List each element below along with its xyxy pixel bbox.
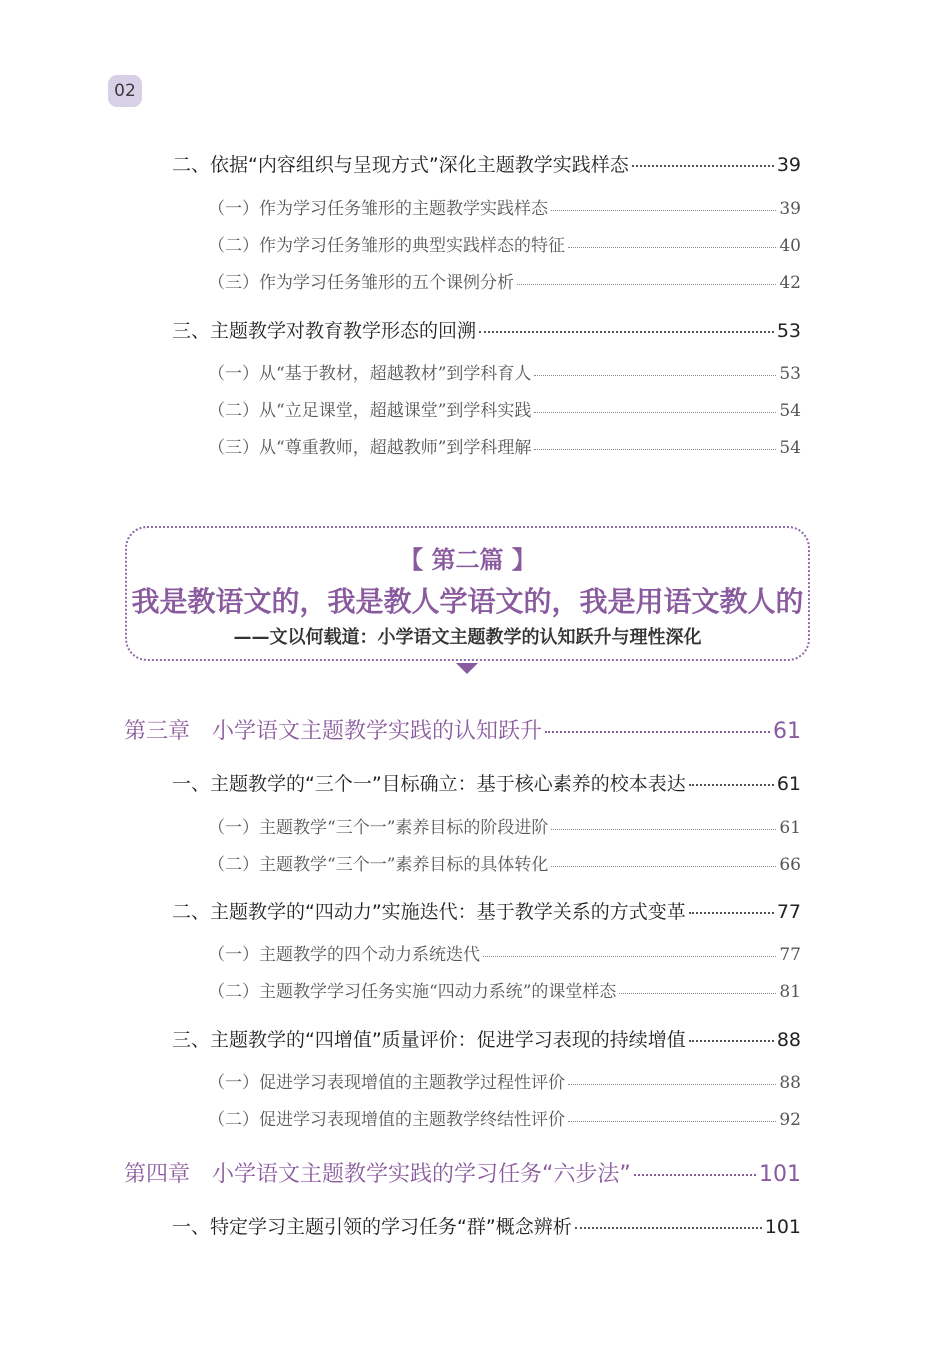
toc-entry-page: 54	[779, 401, 801, 421]
toc-entry-page: 42	[779, 273, 801, 293]
toc-entry-page: 77	[776, 901, 801, 923]
leader-dots	[632, 165, 774, 167]
toc-entry[interactable]	[208, 231, 801, 256]
chapter-entry[interactable]	[124, 1157, 801, 1188]
toc-entry-label: （三）作为学习任务雏形的五个课例分析	[208, 273, 514, 293]
toc-entry-page: 66	[779, 855, 801, 875]
toc-entry-label: （三）从“尊重教师，超越教师”到学科理解	[208, 438, 532, 458]
toc-entry[interactable]	[172, 769, 801, 796]
leader-dots	[534, 449, 776, 450]
leader-dots	[575, 1227, 762, 1229]
chapter-entry[interactable]	[124, 714, 801, 745]
toc-entry[interactable]	[208, 850, 801, 875]
leader-dots	[568, 247, 776, 248]
toc-entry-page: 39	[776, 154, 801, 176]
toc-entry-page: 53	[776, 320, 801, 342]
toc-entry-page: 88	[779, 1073, 801, 1093]
leader-dots	[619, 993, 776, 994]
toc-entry-page: 92	[779, 1110, 801, 1130]
toc-entry-label: 二、依据“内容组织与呈现方式”深化主题教学实践样态	[172, 154, 629, 176]
toc-entry[interactable]	[208, 396, 801, 421]
toc-entry-label: （二）促进学习表现增值的主题教学终结性评价	[208, 1110, 565, 1130]
toc-entry-page: 81	[779, 982, 801, 1002]
toc-entry[interactable]	[208, 1105, 801, 1130]
toc-entry-label: （一）主题教学“三个一”素养目标的阶段进阶	[208, 818, 549, 838]
toc-entry-label: （二）主题教学“三个一”素养目标的具体转化	[208, 855, 549, 875]
chapter-page: 61	[773, 719, 801, 744]
toc-entry-label: （一）促进学习表现增值的主题教学过程性评价	[208, 1073, 565, 1093]
toc-entry-page: 53	[779, 364, 801, 384]
toc-entry-label: （二）主题教学学习任务实施“四动力系统”的课堂样态	[208, 982, 617, 1002]
part-label: 【 第二篇 】	[399, 546, 536, 574]
leader-dots	[689, 1040, 774, 1042]
leader-dots	[551, 829, 776, 830]
toc-entry-label: 二、主题教学的“四动力”实施迭代：基于教学关系的方式变革	[172, 901, 686, 923]
toc-entry[interactable]	[208, 359, 801, 384]
toc-entry-page: 77	[779, 945, 801, 965]
leader-dots	[568, 1084, 776, 1085]
leader-dots	[483, 956, 776, 957]
toc-entry-label: （一）作为学习任务雏形的主题教学实践样态	[208, 199, 548, 219]
leader-dots	[517, 284, 776, 285]
leader-dots	[568, 1121, 776, 1122]
toc-entry-label: 一、主题教学的“三个一”目标确立：基于核心素养的校本表达	[172, 773, 686, 795]
page-number: 02	[108, 75, 142, 107]
chapter-label: 第三章 小学语文主题教学实践的认知跃升	[124, 719, 543, 744]
part-subtitle: ——文以何载道：小学语文主题教学的认知跃升与理性深化	[233, 627, 702, 648]
toc-entry[interactable]	[208, 1068, 801, 1093]
leader-dots	[689, 912, 774, 914]
toc-entry-label: 三、主题教学的“四增值”质量评价：促进学习表现的持续增值	[172, 1029, 686, 1051]
toc-entry-label: （一）从“基于教材，超越教材”到学科育人	[208, 364, 532, 384]
toc-entry-label: （二）作为学习任务雏形的典型实践样态的特征	[208, 236, 565, 256]
toc-entry[interactable]	[208, 433, 801, 458]
leader-dots	[634, 1174, 756, 1176]
toc-entry-page: 61	[776, 773, 801, 795]
toc-entry-label: 一、特定学习主题引领的学习任务“群”概念辨析	[172, 1216, 572, 1238]
toc-entry[interactable]	[172, 897, 801, 924]
toc-entry-page: 88	[776, 1029, 801, 1051]
part-title: 我是教语文的，我是教人学语文的，我是用语文教人的	[131, 585, 804, 618]
chapter-page: 101	[759, 1162, 801, 1187]
toc-entry-page: 101	[764, 1216, 801, 1238]
toc-entry[interactable]	[208, 194, 801, 219]
chapter-label: 第四章 小学语文主题教学实践的学习任务“六步法”	[124, 1162, 631, 1187]
leader-dots	[479, 331, 774, 333]
leader-dots	[551, 210, 776, 211]
toc-entry-label: （一）主题教学的四个动力系统迭代	[208, 945, 480, 965]
toc-entry-page: 61	[779, 818, 801, 838]
toc-entry-page: 40	[779, 236, 801, 256]
leader-dots	[545, 731, 770, 733]
toc-entry[interactable]	[208, 813, 801, 838]
toc-entry[interactable]	[208, 268, 801, 293]
leader-dots	[534, 412, 776, 413]
toc-entry[interactable]	[208, 940, 801, 965]
leader-dots	[534, 375, 776, 376]
down-arrow-icon	[456, 663, 478, 674]
toc-entry[interactable]	[208, 977, 801, 1002]
toc-entry[interactable]	[172, 150, 801, 177]
toc-entry[interactable]	[172, 1025, 801, 1052]
leader-dots	[551, 866, 776, 867]
leader-dots	[689, 784, 774, 786]
toc-entry-label: 三、主题教学对教育教学形态的回溯	[172, 320, 477, 342]
toc-entry[interactable]	[172, 316, 801, 343]
toc-entry[interactable]	[172, 1212, 801, 1239]
toc-entry-page: 54	[779, 438, 801, 458]
toc-entry-page: 39	[779, 199, 801, 219]
toc-entry-label: （二）从“立足课堂，超越课堂”到学科实践	[208, 401, 532, 421]
